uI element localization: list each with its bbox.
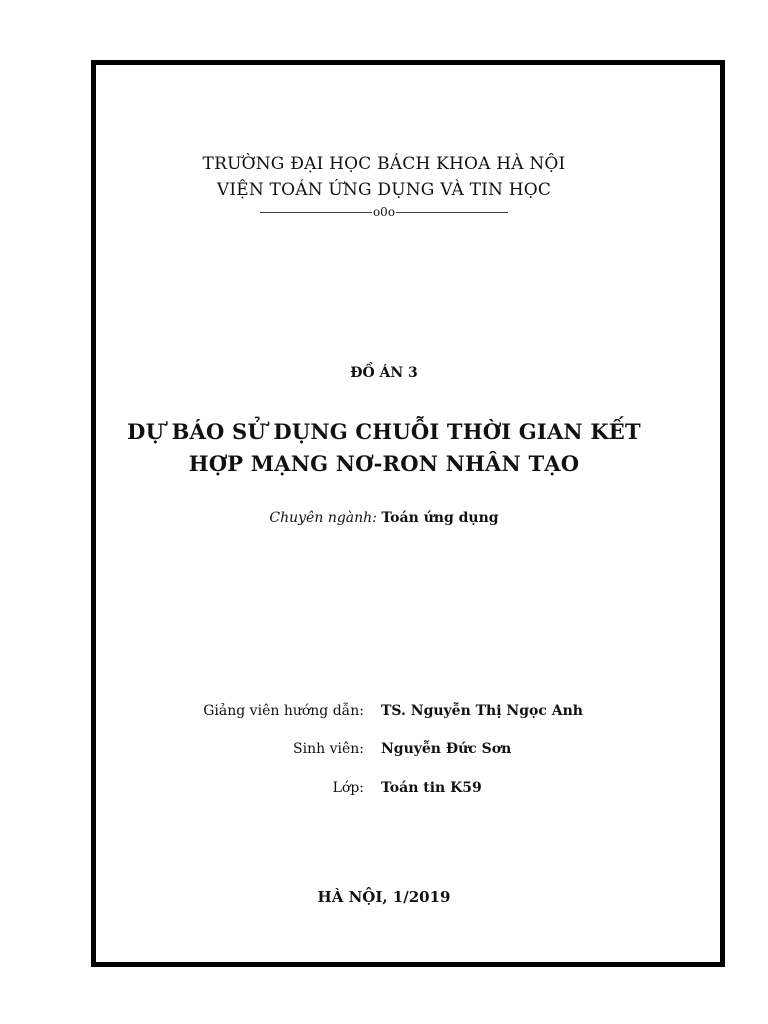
project-label: ĐỒ ÁN 3 bbox=[350, 365, 418, 381]
thesis-title-line-1: DỰ BÁO SỬ DỤNG CHUỖI THỜI GIAN KẾT bbox=[127, 419, 641, 444]
major-value: Toán ứng dụng bbox=[381, 510, 499, 526]
major-label: Chuyên ngành: bbox=[269, 510, 377, 526]
place-date: HÀ NỘI, 1/2019 bbox=[317, 888, 451, 906]
separator-rule-right bbox=[396, 212, 508, 213]
thesis-title-line-2: HỢP MẠNG NƠ-RON NHÂN TẠO bbox=[188, 451, 580, 476]
supervisor-value: TS. Nguyễn Thị Ngọc Anh bbox=[381, 703, 583, 719]
class-value: Toán tin K59 bbox=[381, 780, 482, 796]
separator-mark: o0o bbox=[372, 205, 396, 219]
student-value: Nguyễn Đức Sơn bbox=[381, 741, 512, 757]
supervisor-label: Giảng viên hướng dẫn: bbox=[203, 703, 364, 719]
institute-name: VIỆN TOÁN ỨNG DỤNG VÀ TIN HỌC bbox=[216, 180, 552, 200]
separator-rule-left bbox=[260, 212, 372, 213]
major-line bbox=[0, 510, 768, 526]
header-separator bbox=[0, 205, 768, 219]
student-label: Sinh viên: bbox=[293, 741, 364, 757]
class-label: Lớp: bbox=[332, 780, 364, 796]
university-name: TRƯỜNG ĐẠI HỌC BÁCH KHOA HÀ NỘI bbox=[202, 154, 566, 174]
